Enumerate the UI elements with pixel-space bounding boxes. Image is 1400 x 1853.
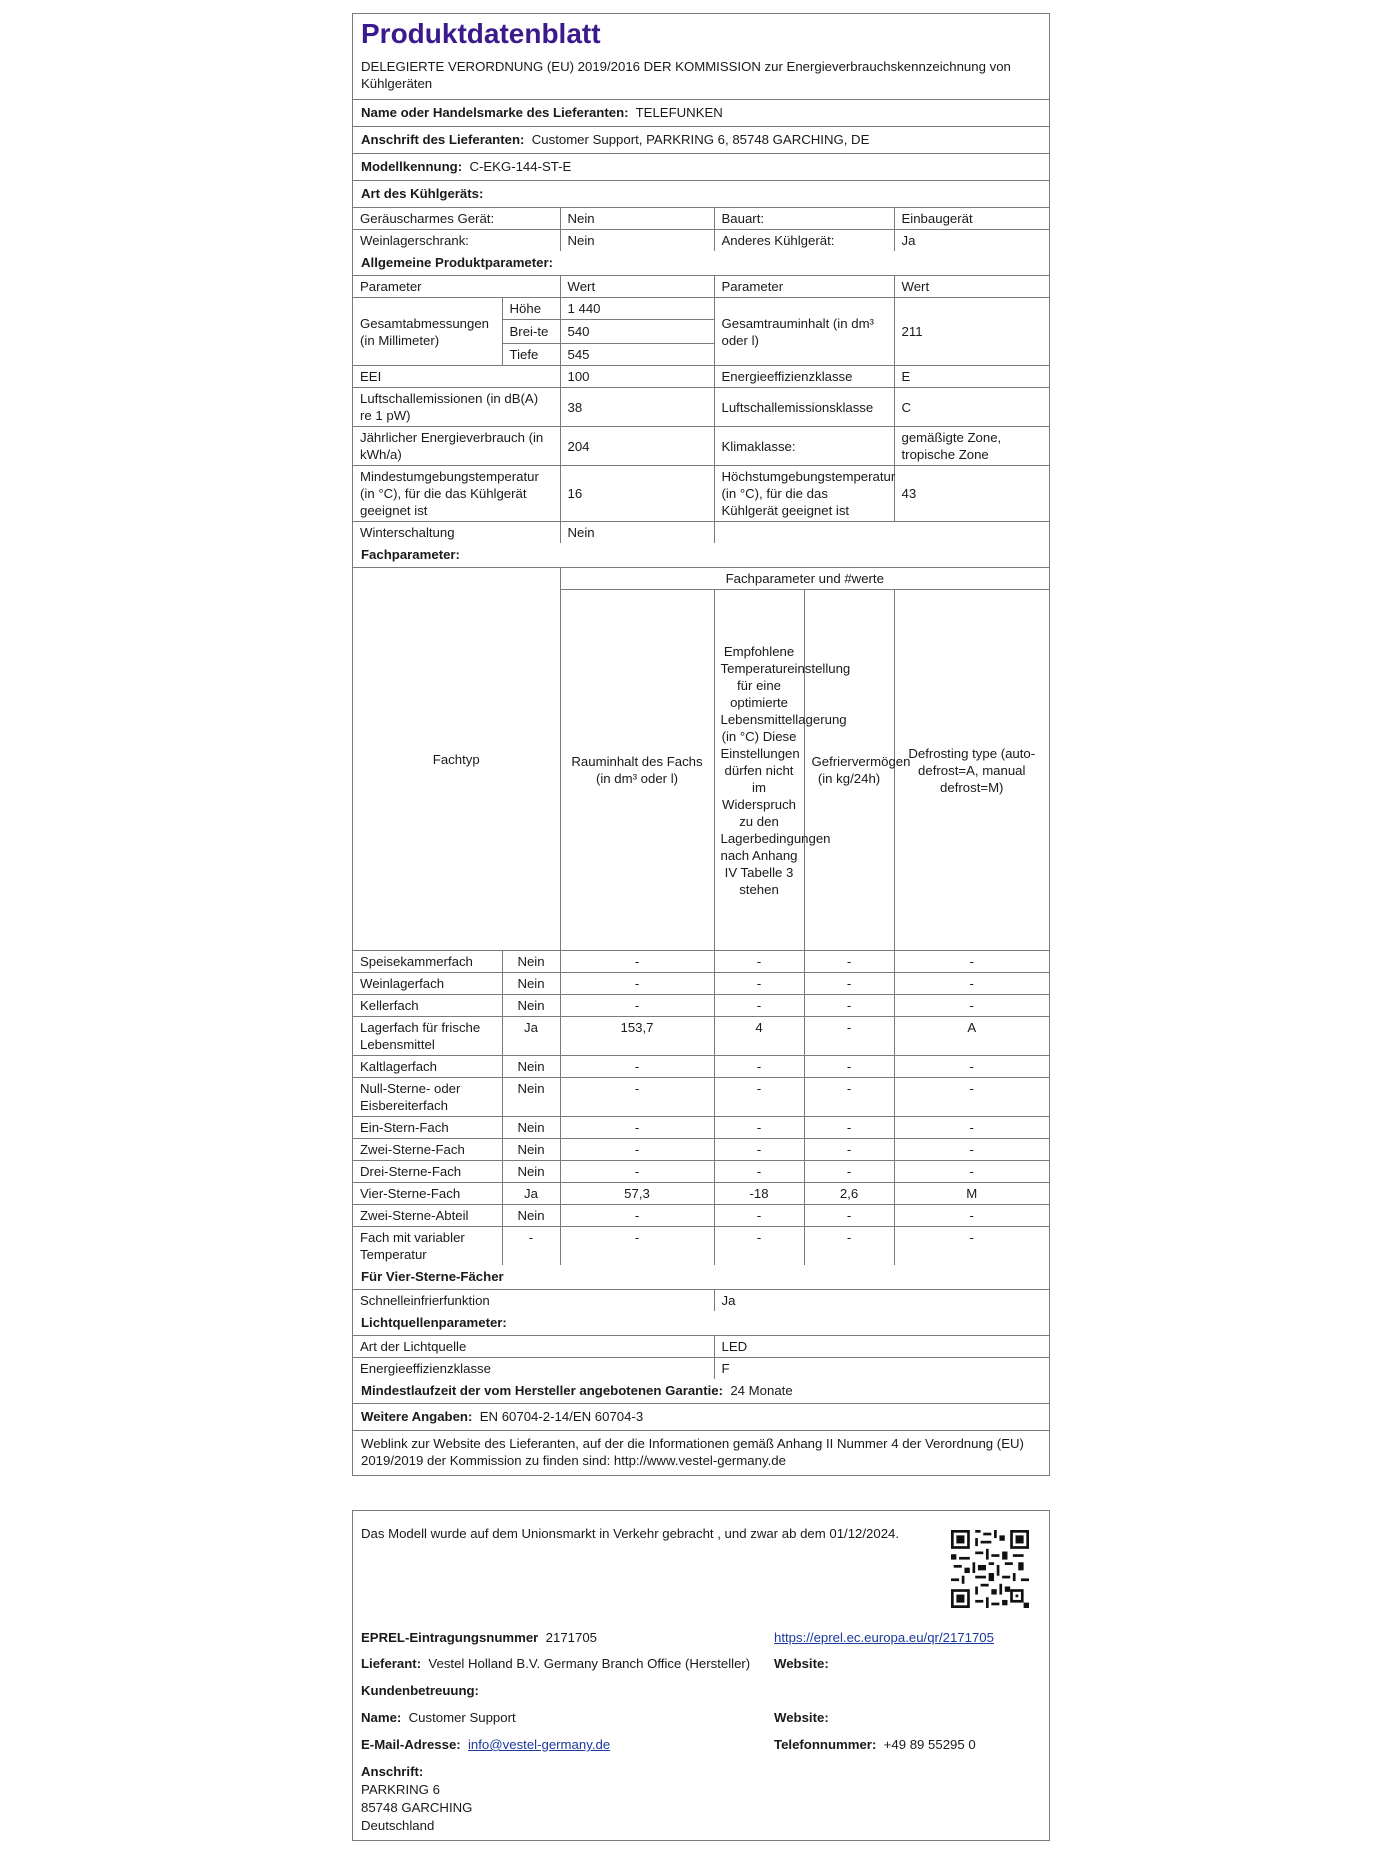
cell-value: 16 <box>560 466 714 522</box>
winter-row <box>353 522 1049 544</box>
further-value: EN 60704-2-14/EN 60704-3 <box>479 1409 644 1424</box>
compartment-name: Speisekammerfach <box>353 951 502 973</box>
cell-value: gemäßigte Zone, tropische Zone <box>894 427 1049 466</box>
cell-value: C <box>894 388 1049 427</box>
supplier-name-row <box>353 99 1049 126</box>
light-value: F <box>714 1358 1049 1380</box>
compartment-defrost: - <box>894 1227 1049 1266</box>
address-line: 85748 GARCHING <box>361 1800 473 1815</box>
volume-label: Gesamtrauminhalt (in dm³ oder l) <box>714 298 894 366</box>
general-header-row <box>353 276 1049 298</box>
compartment-freeze: - <box>804 1139 894 1161</box>
general-row <box>353 466 1049 522</box>
further-label: Weitere Angaben: <box>361 1409 473 1424</box>
compartment-volume: - <box>560 1161 714 1183</box>
phone-value: +49 89 55295 0 <box>883 1737 976 1752</box>
compartment-temp: - <box>714 1078 804 1117</box>
page-title: Produktdatenblatt <box>361 18 601 49</box>
model-row <box>353 153 1049 180</box>
four-star-heading: Für Vier-Sterne-Fächer <box>361 1269 504 1284</box>
compartment-present: Nein <box>502 1205 560 1227</box>
supplier-value: Vestel Holland B.V. Germany Branch Office (Hersteller) <box>428 1656 751 1671</box>
eprel-row <box>361 1629 597 1646</box>
cell-value: Nein <box>560 208 714 230</box>
general-heading: Allgemeine Produktparameter: <box>361 255 554 270</box>
cell-label: Anderes Kühlgerät: <box>714 230 894 252</box>
compartment-freeze: - <box>804 1227 894 1266</box>
supplier-name-value: TELEFUNKEN <box>635 105 723 120</box>
compartment-defrost: - <box>894 1117 1049 1139</box>
dim-label: Tiefe <box>502 344 560 366</box>
compartment-row <box>353 1056 1049 1078</box>
compartment-temp: - <box>714 1056 804 1078</box>
compartment-name: Ein-Stern-Fach <box>353 1117 502 1139</box>
compartment-temp: - <box>714 1205 804 1227</box>
model-label: Modellkennung: <box>361 159 463 174</box>
four-star-table <box>353 1289 1049 1311</box>
dim-value: 540 <box>560 320 714 344</box>
compartment-volume: - <box>560 1205 714 1227</box>
cell-label: Energieeffizienzklasse <box>714 366 894 388</box>
compartments-heading: Fachparameter: <box>361 547 460 562</box>
eprel-label: EPREL-Eintragungsnummer <box>361 1630 539 1645</box>
light-heading: Lichtquellenparameter: <box>361 1315 507 1330</box>
name-label: Name: <box>361 1710 402 1725</box>
comp-group-header-row <box>353 568 1049 590</box>
website2-label: Website: <box>774 1710 829 1725</box>
compartment-freeze: - <box>804 1205 894 1227</box>
compartment-defrost: - <box>894 1078 1049 1117</box>
col-defrost-header: Defrosting type (auto-defrost=A, manual defrost=M) <box>894 590 1049 951</box>
compartment-present: Nein <box>502 1161 560 1183</box>
compartment-present: - <box>502 1227 560 1266</box>
name-row <box>361 1709 516 1726</box>
market-text: Das Modell wurde auf dem Unionsmarkt in Verkehr gebracht , und zwar ab dem 01/12/2024. <box>361 1526 900 1541</box>
compartments-body <box>353 951 1049 1266</box>
compartment-name: Null-Sterne- oder Eisbereiterfach <box>353 1078 502 1117</box>
compartment-temp: - <box>714 995 804 1017</box>
light-table <box>353 1335 1049 1379</box>
compartment-temp: 4 <box>714 1017 804 1056</box>
cell-value: 43 <box>894 466 1049 522</box>
cell-label: Bauart: <box>714 208 894 230</box>
cell-label: Klimaklasse: <box>714 427 894 466</box>
weblink-text: Weblink zur Website des Lieferanten, auf der die Informationen gemäß Anhang II Nummer 4 der Verordnung (EU) 2019/2019 der Kommission zu finden sind: http://www.vestel-germany.de <box>353 1430 1049 1475</box>
cell-label: EEI <box>353 366 560 388</box>
compartment-name: Vier-Sterne-Fach <box>353 1183 502 1205</box>
compartment-defrost: - <box>894 995 1049 1017</box>
col-type-header: Fachtyp <box>353 568 560 951</box>
compartment-defrost: - <box>894 1139 1049 1161</box>
light-row <box>353 1336 1049 1358</box>
compartment-defrost: - <box>894 1161 1049 1183</box>
phone-label: Telefonnummer: <box>774 1737 877 1752</box>
appliance-type-table <box>353 207 1049 251</box>
compartment-freeze: - <box>804 1056 894 1078</box>
appliance-type-row <box>353 208 1049 230</box>
compartment-defrost: - <box>894 1056 1049 1078</box>
compartment-freeze: - <box>804 1161 894 1183</box>
compartment-temp: - <box>714 1227 804 1266</box>
compartment-present: Ja <box>502 1183 560 1205</box>
cell-value: Nein <box>560 230 714 252</box>
compartment-freeze: - <box>804 1017 894 1056</box>
compartment-present: Nein <box>502 1139 560 1161</box>
compartment-temp: -18 <box>714 1183 804 1205</box>
compartment-defrost: - <box>894 973 1049 995</box>
compartment-temp: - <box>714 1161 804 1183</box>
supplier-address-row <box>353 126 1049 153</box>
cell-value: Einbaugerät <box>894 208 1049 230</box>
cell-value: Ja <box>894 230 1049 252</box>
compartment-name: Kellerfach <box>353 995 502 1017</box>
supplier-address-value: Customer Support, PARKRING 6, 85748 GARCHING, DE <box>531 132 870 147</box>
cell-label: Weinlagerschrank: <box>353 230 560 252</box>
address-line: PARKRING 6 <box>361 1782 440 1797</box>
light-label: Art der Lichtquelle <box>353 1336 714 1358</box>
compartment-temp: - <box>714 951 804 973</box>
email-row <box>361 1736 610 1753</box>
compartment-present: Nein <box>502 1078 560 1117</box>
compartment-freeze: - <box>804 995 894 1017</box>
cell-label: Höchstumgebungstemperatur (in °C), für die das Kühlgerät geeignet ist <box>714 466 894 522</box>
customer-service-label: Kundenbetreuung: <box>361 1683 479 1698</box>
compartment-row <box>353 995 1049 1017</box>
compartment-volume: - <box>560 1139 714 1161</box>
phone-row <box>774 1736 976 1753</box>
eprel-value: 2171705 <box>545 1630 597 1645</box>
qr-code-icon <box>951 1530 1029 1608</box>
dim-value: 1 440 <box>560 298 714 320</box>
col-value-header: Wert <box>560 276 714 298</box>
compartment-volume: - <box>560 1078 714 1117</box>
dims-label: Gesamtabmessungen (in Millimeter) <box>353 298 502 366</box>
compartment-row <box>353 1227 1049 1266</box>
supplier-address-label: Anschrift des Lieferanten: <box>361 132 525 147</box>
compartment-freeze: - <box>804 951 894 973</box>
compartment-name: Lagerfach für frische Lebensmittel <box>353 1017 502 1056</box>
compartment-name: Kaltlagerfach <box>353 1056 502 1078</box>
general-row <box>353 366 1049 388</box>
col-param-header: Parameter <box>353 276 560 298</box>
empty-cell <box>714 522 1049 544</box>
address-label: Anschrift: <box>361 1764 424 1779</box>
col-temp-header: Empfohlene Temperatureinstellung für eine optimierte Lebensmittellagerung (in °C) Diese Einstellungen dürfen nicht im Widerspruch zu den Lagerbedingungen nach Anhang IV Tabelle 3 stehen <box>714 590 804 951</box>
compartment-defrost: - <box>894 951 1049 973</box>
compartment-freeze: - <box>804 1117 894 1139</box>
supplier-row <box>361 1655 750 1672</box>
cell-label: Geräuscharmes Gerät: <box>353 208 560 230</box>
cell-label: Luftschallemissionsklasse <box>714 388 894 427</box>
compartment-volume: 153,7 <box>560 1017 714 1056</box>
general-row <box>353 388 1049 427</box>
compartment-freeze: - <box>804 1078 894 1117</box>
name-value: Customer Support <box>408 1710 516 1725</box>
address-line: Deutschland <box>361 1818 435 1833</box>
compartment-present: Nein <box>502 1056 560 1078</box>
compartment-temp: - <box>714 973 804 995</box>
dim-label: Höhe <box>502 298 560 320</box>
winter-label: Winterschaltung <box>353 522 560 544</box>
compartment-present: Nein <box>502 995 560 1017</box>
compartment-volume: 57,3 <box>560 1183 714 1205</box>
warranty-label: Mindestlaufzeit der vom Hersteller angebotenen Garantie: <box>361 1383 724 1398</box>
volume-value: 211 <box>894 298 1049 366</box>
warranty-value: 24 Monate <box>730 1383 793 1398</box>
compartment-temp: - <box>714 1117 804 1139</box>
compartment-present: Nein <box>502 951 560 973</box>
compartment-name: Fach mit variabler Temperatur <box>353 1227 502 1266</box>
light-label: Energieeffizienzklasse <box>353 1358 714 1380</box>
eprel-link[interactable]: https://eprel.ec.europa.eu/qr/2171705 <box>774 1630 994 1645</box>
winter-value: Nein <box>560 522 714 544</box>
cell-value: E <box>894 366 1049 388</box>
dim-label: Brei-te <box>502 320 560 344</box>
general-params-table <box>353 275 1049 543</box>
cell-value: 204 <box>560 427 714 466</box>
supplier-label: Lieferant: <box>361 1656 422 1671</box>
email-link[interactable]: info@vestel-germany.de <box>468 1737 611 1752</box>
compartment-name: Drei-Sterne-Fach <box>353 1161 502 1183</box>
general-row <box>353 427 1049 466</box>
col-volume-header: Rauminhalt des Fachs (in dm³ oder l) <box>560 590 714 951</box>
appliance-type-row <box>353 230 1049 252</box>
compartment-row <box>353 951 1049 973</box>
compartment-defrost: M <box>894 1183 1049 1205</box>
compartment-row <box>353 1117 1049 1139</box>
model-value: C-EKG-144-ST-E <box>469 159 572 174</box>
col-value-header: Wert <box>894 276 1049 298</box>
col-param-header: Parameter <box>714 276 894 298</box>
group-header: Fachparameter und #werte <box>560 568 1049 590</box>
cell-label: Jährlicher Energieverbrauch (in kWh/a) <box>353 427 560 466</box>
compartment-freeze: - <box>804 973 894 995</box>
supplier-name-label: Name oder Handelsmarke des Lieferanten: <box>361 105 629 120</box>
compartment-defrost: A <box>894 1017 1049 1056</box>
compartment-row <box>353 973 1049 995</box>
compartment-freeze: 2,6 <box>804 1183 894 1205</box>
compartment-name: Zwei-Sterne-Abteil <box>353 1205 502 1227</box>
compartment-name: Weinlagerfach <box>353 973 502 995</box>
compartment-volume: - <box>560 951 714 973</box>
compartment-row <box>353 1161 1049 1183</box>
warranty-row <box>353 1379 1049 1403</box>
regulation-text: DELEGIERTE VERORDNUNG (EU) 2019/2016 DER KOMMISSION zur Energieverbrauchskennzeichnung von Kühlgeräten <box>361 59 1011 91</box>
compartment-present: Ja <box>502 1017 560 1056</box>
compartment-row <box>353 1017 1049 1056</box>
col-freeze-header: Gefriervermögen (in kg/24h) <box>804 590 894 951</box>
cell-value: 100 <box>560 366 714 388</box>
dims-row <box>353 298 1049 320</box>
further-row <box>353 1403 1049 1430</box>
compartment-row <box>353 1183 1049 1205</box>
compartment-volume: - <box>560 1117 714 1139</box>
appliance-type-heading: Art des Kühlgeräts: <box>353 180 1049 207</box>
light-row <box>353 1358 1049 1380</box>
compartment-volume: - <box>560 973 714 995</box>
compartment-volume: - <box>560 1227 714 1266</box>
cell-label: Luftschallemissionen (in dB(A) re 1 pW) <box>353 388 560 427</box>
product-data-sheet <box>352 13 1050 1476</box>
compartment-temp: - <box>714 1139 804 1161</box>
compartment-name: Zwei-Sterne-Fach <box>353 1139 502 1161</box>
compartment-row <box>353 1205 1049 1227</box>
cell-label: Mindestumgebungstemperatur (in °C), für die das Kühlgerät geeignet ist <box>353 466 560 522</box>
quick-freeze-value: Ja <box>714 1290 1049 1312</box>
compartment-volume: - <box>560 1056 714 1078</box>
website-label: Website: <box>774 1656 829 1671</box>
cell-value: 38 <box>560 388 714 427</box>
dim-value: 545 <box>560 344 714 366</box>
compartment-defrost: - <box>894 1205 1049 1227</box>
email-label: E-Mail-Adresse: <box>361 1737 461 1752</box>
compartment-row <box>353 1139 1049 1161</box>
quick-freeze-label: Schnelleinfrierfunktion <box>353 1290 714 1312</box>
light-value: LED <box>714 1336 1049 1358</box>
eprel-info-box <box>352 1510 1050 1841</box>
compartment-present: Nein <box>502 973 560 995</box>
four-star-row <box>353 1290 1049 1312</box>
compartment-volume: - <box>560 995 714 1017</box>
compartment-present: Nein <box>502 1117 560 1139</box>
compartment-row <box>353 1078 1049 1117</box>
compartments-table <box>353 567 1049 1265</box>
